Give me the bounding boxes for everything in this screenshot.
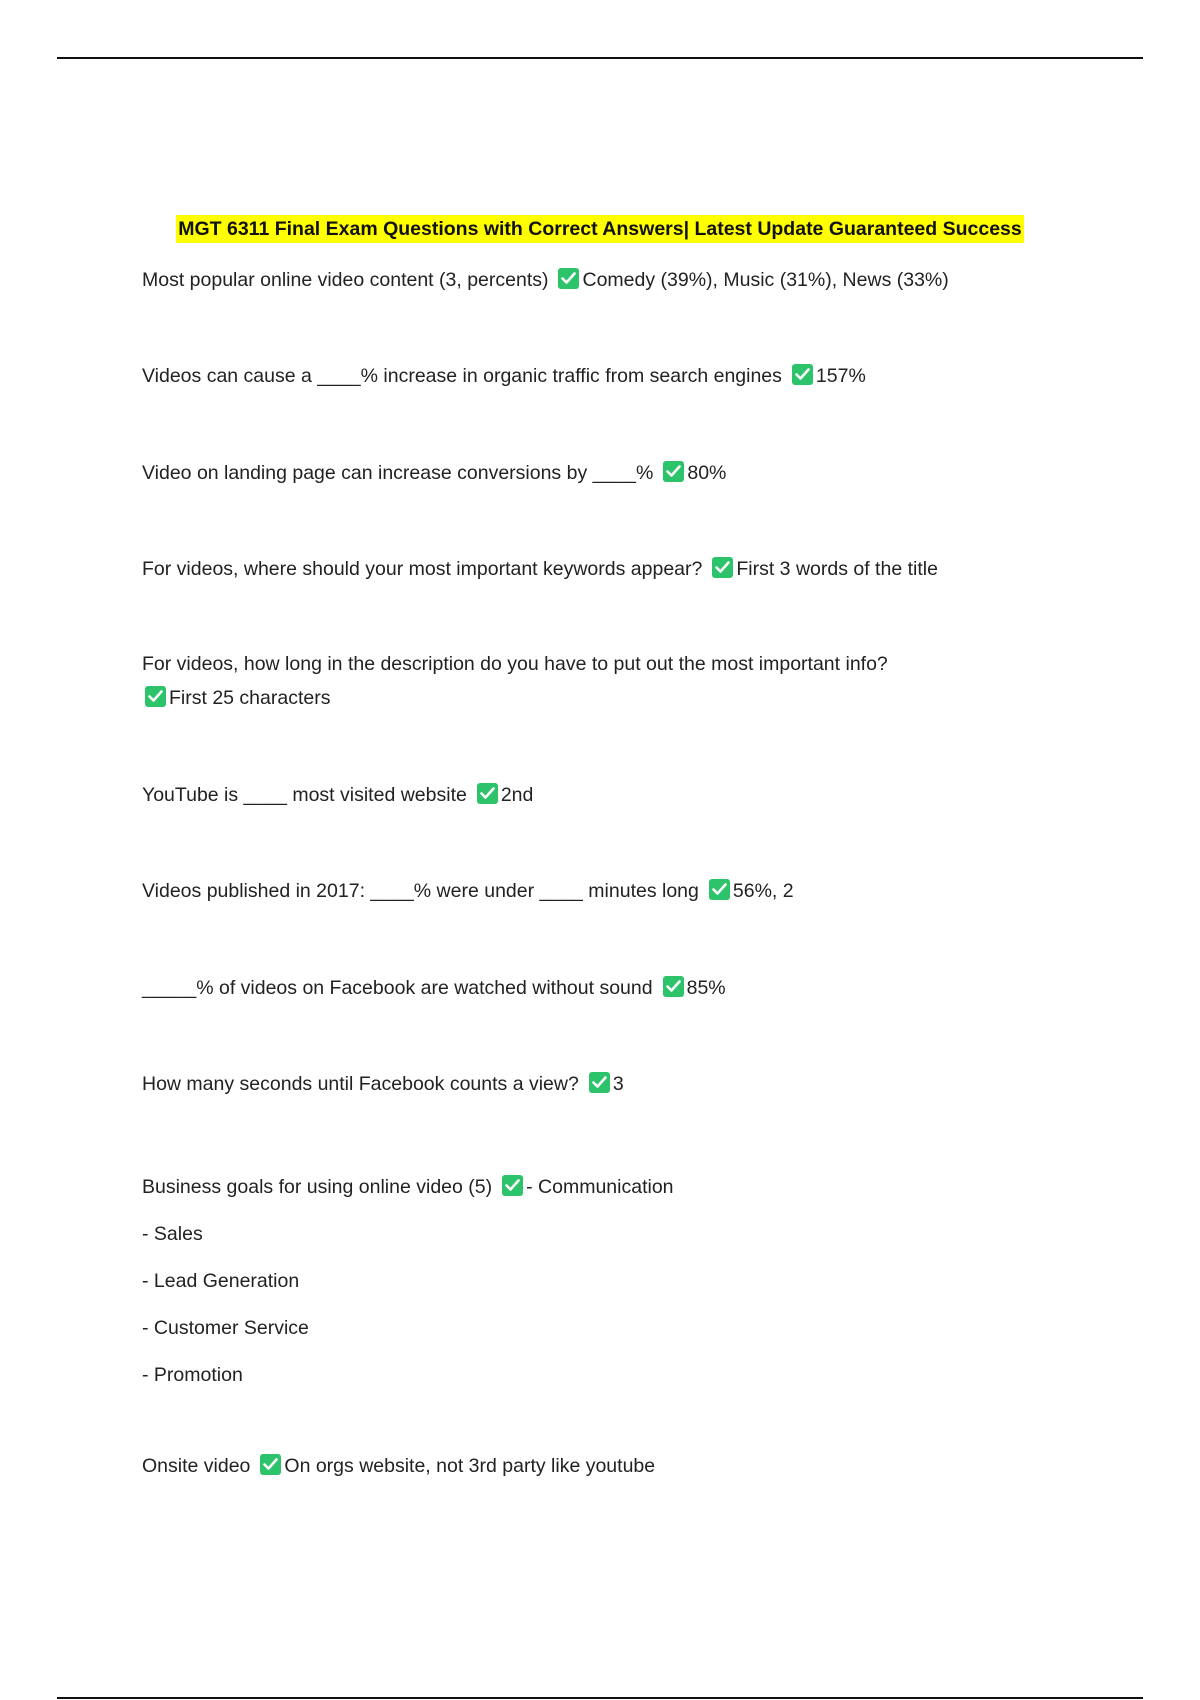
answer-text: First 3 words of the title xyxy=(736,558,938,580)
qa-item xyxy=(142,1067,1092,1101)
qa-item xyxy=(142,971,1092,1005)
top-rule xyxy=(57,57,1143,59)
qa-item xyxy=(142,647,1092,715)
answer-text: 56%, 2 xyxy=(732,880,794,902)
question-text: Business goals for using online video (5) xyxy=(142,1176,493,1198)
qa-item xyxy=(142,359,1092,393)
answer-line: - Sales xyxy=(142,1223,203,1245)
answer-text: First 25 characters xyxy=(169,687,331,709)
question-text: For videos, how long in the description do you have to put out the most important info? xyxy=(142,653,888,675)
document-title: MGT 6311 Final Exam Questions with Correct Answers| Latest Update Guaranteed Success xyxy=(176,215,1024,243)
check-box-icon xyxy=(145,686,166,707)
check-box-icon xyxy=(260,1454,281,1475)
question-text: YouTube is ____ most visited website xyxy=(142,784,467,806)
answer-text: 157% xyxy=(815,365,866,387)
answer-text: Comedy (39%), Music (31%), News (33%) xyxy=(582,269,949,291)
answer-text: 2nd xyxy=(500,784,534,806)
check-box-icon xyxy=(663,976,684,997)
question-text: Videos can cause a ____% increase in organic traffic from search engines xyxy=(142,365,782,387)
check-box-icon xyxy=(558,268,579,289)
qa-item xyxy=(142,456,1092,490)
answer-line: - Lead Generation xyxy=(142,1270,300,1292)
answer-line: - Promotion xyxy=(142,1364,243,1386)
check-box-icon xyxy=(477,783,498,804)
check-box-icon xyxy=(709,879,730,900)
answer-text: On orgs website, not 3rd party like youtube xyxy=(284,1455,656,1477)
qa-item xyxy=(142,552,1092,586)
answer-line: - Customer Service xyxy=(142,1317,309,1339)
question-text: How many seconds until Facebook counts a view? xyxy=(142,1073,579,1095)
qa-item xyxy=(142,1449,1092,1483)
qa-item xyxy=(142,778,1092,812)
question-text: Most popular online video content (3, percents) xyxy=(142,269,549,291)
bottom-rule xyxy=(57,1697,1143,1699)
check-box-icon xyxy=(712,557,733,578)
qa-item xyxy=(142,263,1092,297)
question-text: For videos, where should your most important keywords appear? xyxy=(142,558,703,580)
answer-text: 80% xyxy=(687,462,727,484)
check-box-icon xyxy=(663,461,684,482)
check-box-icon xyxy=(792,364,813,385)
question-text: Onsite video xyxy=(142,1455,251,1477)
check-box-icon xyxy=(502,1175,523,1196)
answer-text: - Communication xyxy=(526,1176,674,1198)
question-text: Video on landing page can increase conversions by ____% xyxy=(142,462,654,484)
qa-item xyxy=(142,1164,1092,1399)
answer-text: 85% xyxy=(686,977,726,999)
title-block xyxy=(0,215,1200,243)
question-text: Videos published in 2017: ____% were under ____ minutes long xyxy=(142,880,699,902)
question-text: _____% of videos on Facebook are watched without sound xyxy=(142,977,653,999)
answer-text: 3 xyxy=(612,1073,624,1095)
check-box-icon xyxy=(589,1072,610,1093)
qa-item xyxy=(142,874,1092,908)
